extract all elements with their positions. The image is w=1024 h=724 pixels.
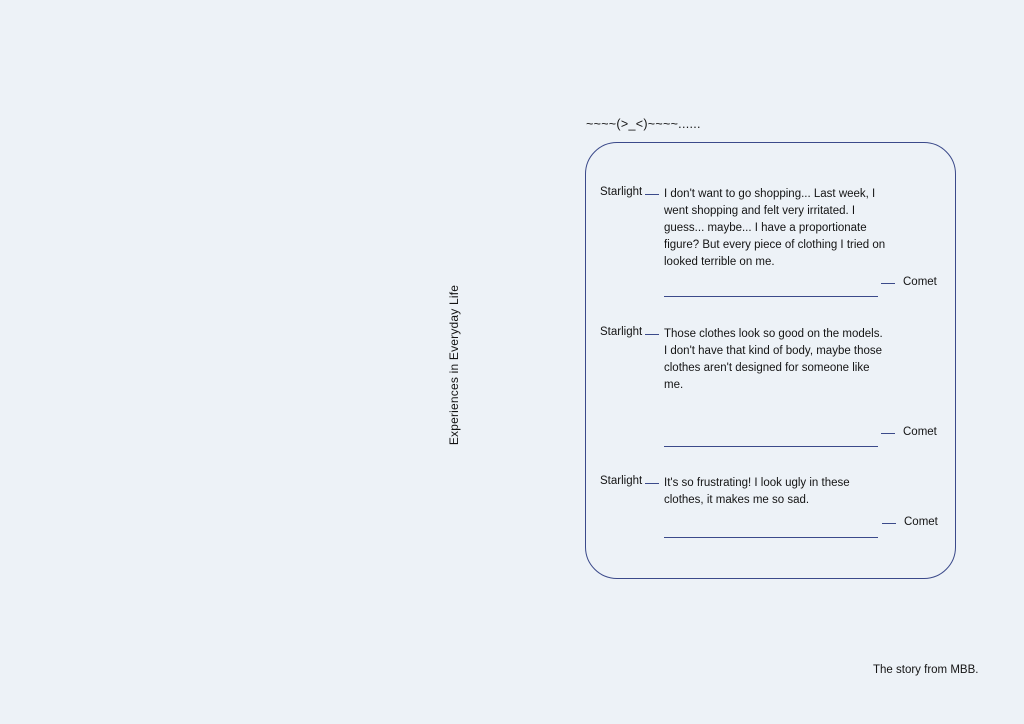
footer-credit: The story from MBB.: [873, 664, 979, 676]
speaker-label: Starlight: [600, 475, 643, 487]
utterance-text: Those clothes look so good on the models. I don't have that kind of body, maybe those clothes aren't designed for someone like me.: [664, 328, 883, 391]
responder-dash: [881, 433, 895, 434]
speaker-dash: [645, 483, 659, 484]
responder-label: Comet: [904, 516, 938, 528]
utterance-text: It's so frustrating! I look ugly in these clothes, it makes me so sad.: [664, 477, 850, 506]
side-title: Experiences in Everyday Life: [447, 284, 461, 446]
speaker-dash: [645, 194, 659, 195]
speaker-dash: [645, 334, 659, 335]
response-line[interactable]: [664, 296, 878, 297]
responder-dash: [882, 523, 896, 524]
responder-dash: [881, 283, 895, 284]
emoticon-caption: ~~~~(>_<)~~~~......: [586, 117, 701, 131]
responder-label: Comet: [903, 426, 937, 438]
response-line[interactable]: [664, 446, 878, 447]
response-line[interactable]: [664, 537, 878, 538]
utterance-text: I don't want to go shopping... Last week, I went shopping and felt very irritated. I guess... maybe... I have a proportionate figure? But every piece of clothing I tried on looked terrible on me.: [664, 188, 886, 268]
speaker-label: Starlight: [600, 186, 643, 198]
speaker-label: Starlight: [600, 326, 643, 338]
responder-label: Comet: [903, 276, 937, 288]
